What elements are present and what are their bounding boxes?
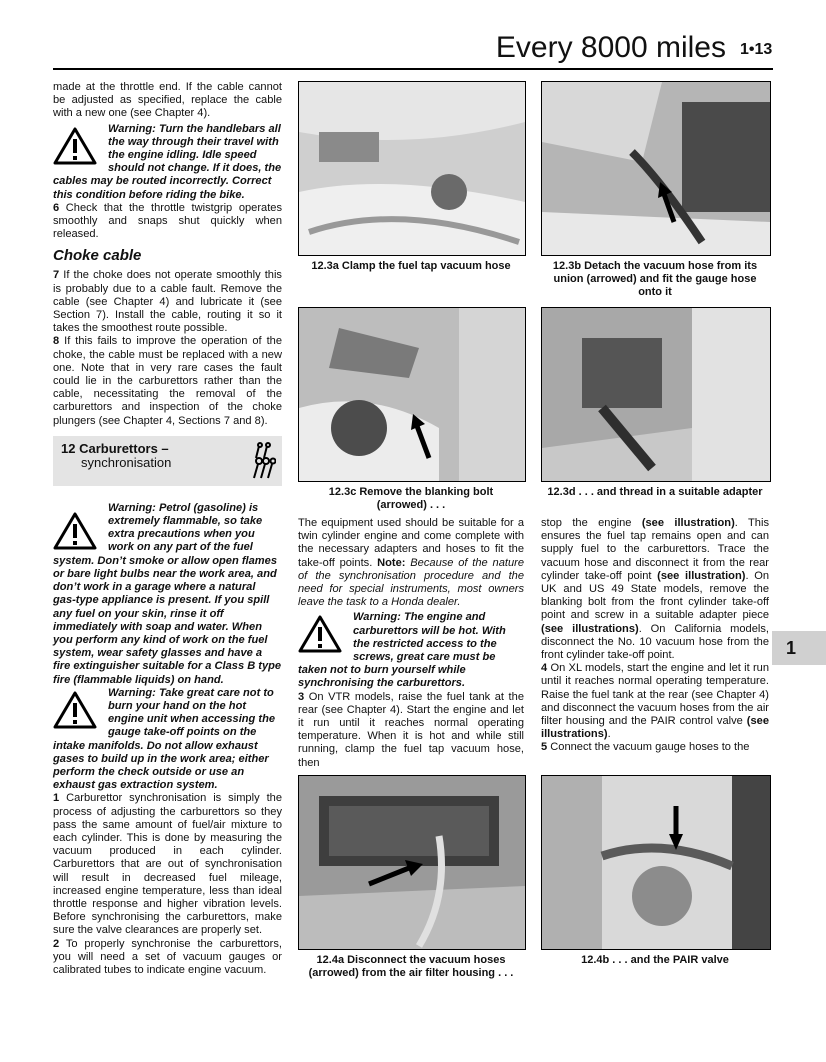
spanner-rating-icon (250, 442, 276, 480)
caption-12-4a: 12.4a Disconnect the vacuum hoses (arrowed) from the air filter housing . . . (308, 954, 514, 979)
section-heading-box (53, 436, 282, 486)
warning-line: the engine idling. Idle speed (108, 149, 257, 162)
step-1: 1 Carburettor synchronisation is simply the process of adjusting the carburettors so they pass the same amount of fuel/air mixture to each cylinder. This is done by measuring the vacuum produced in each cylinder. Carburettors that are out of synchronisation will result in decreased fuel mileage, increased engine temperature, less than ideal throttle response and higher vibration levels. Before synchronising the carburettors, make sure the valve clearances are properly set. (53, 792, 282, 937)
warning-line: Warning: Turn the handlebars all (108, 122, 281, 135)
warning-line: fire (flammable liquids) on hand. (53, 673, 224, 686)
warning-line: Warning: Take great care not to (108, 686, 274, 699)
paragraph-equipment: The equipment used should be suitable for a twin cylinder engine and come complete with the necessary adapters and hoses to fit the take-off points. Note: Because of the nature of the synchronisation procedure and the need for special instruments, most owners leave the task to a Honda dealer. (298, 517, 524, 609)
caption-12-3a: 12.3a Clamp the fuel tap vacuum hose (311, 260, 511, 272)
warning-triangle-icon (53, 691, 97, 729)
warning-line: gas-type appliance is present. If you spill (53, 594, 270, 607)
photo-12-3c (298, 307, 526, 482)
warning-line: don’t work in a garage where a natural (53, 581, 256, 594)
warning-triangle-icon (53, 127, 97, 165)
warning-line: this condition before riding the bike. (53, 188, 245, 201)
warning-triangle-icon (298, 615, 342, 653)
header-rule (53, 68, 773, 70)
photo-12-3d (541, 307, 771, 482)
warning-line: carburettors will be hot. With (353, 624, 506, 637)
page-header-title: Every 8000 miles (495, 31, 726, 64)
caption-12-3d: 12.3d . . . and thread in a suitable adapter (547, 486, 763, 498)
section-title: 12 Carburettors – (61, 440, 169, 456)
warning-line: should not change. If it does, the (108, 162, 282, 175)
warning-line: exhaust gas extraction system. (53, 779, 218, 792)
subheading-choke-cable: Choke cable (53, 247, 142, 265)
warning-throttle-cable (53, 123, 282, 202)
warning-line: cables may be routed incorrectly. Correct (53, 175, 272, 188)
warning-line: you perform any kind of work on the fuel (53, 633, 268, 646)
left-column (53, 81, 282, 977)
warning-line: or bare light bulbs near the work area, and (53, 567, 277, 580)
paragraph-continued: made at the throttle end. If the cable cannot be adjusted as specified, replace the cable with a new one (see Chapter 4). (53, 81, 282, 120)
step-3: 3 On VTR models, raise the fuel tank at the rear (see Chapter 4). Start the engine and let it run until it reaches normal operating temperature. When it is hot and while still running, clamp the fuel tap vacuum hose, then (298, 690, 524, 769)
warning-line: gases to build up in the work area; either (53, 752, 269, 765)
warning-line: synchronising the carburettors. (298, 677, 466, 690)
caption-12-4b: 12.4b . . . and the PAIR valve (581, 954, 729, 966)
step-4: 4 On XL models, start the engine and let it run until it reaches normal operating temperature. Raise the fuel tank at the rear (see Chapter 4) and disconnect the vacuum hoses from the air filter housing and the PAIR control valve (see illustrations). (541, 662, 769, 741)
page-number: 1•13 (740, 41, 773, 58)
warning-line: engine unit when accessing the (108, 713, 276, 726)
right-column (541, 517, 769, 755)
warning-line: any fuel on your skin, rinse it off (53, 607, 224, 620)
warning-line: Warning: The engine and (353, 611, 486, 624)
warning-line: Warning: Petrol (gasoline) is (108, 501, 259, 514)
warning-triangle-icon (53, 512, 97, 550)
caption-12-3c: 12.3c Remove the blanking bolt (arrowed) . . . (328, 486, 494, 511)
warning-line: immediately with soap and water. When (53, 620, 262, 633)
warning-petrol (53, 502, 282, 687)
warning-line: fire extinguisher suitable for a Class B type (53, 660, 282, 673)
warning-line: perform the check outside or use an (53, 765, 245, 778)
warning-line: system. Don’t smoke or allow open flames (53, 554, 277, 567)
section-subtitle: synchronisation (81, 454, 172, 470)
step-6: 6 Check that the throttle twistgrip operates smoothly and snaps shut quickly when released. (53, 201, 282, 241)
warning-line: gauge take-off points on the (108, 726, 257, 739)
paragraph-stop-engine: stop the engine (see illustration). This ensures the fuel tap remains open and can supply fuel to the carburettors. Trace the vacuum hose and disconnect it from the rear cylinder take-off point (see illustration). On UK and US 49 State models, remove the blanking bolt from the front cylinder take-off point and screw in a suitable adapter piece (see illustrations). On California models, disconnect the No. 10 vacuum hose from the front cylinder take-off point. (541, 517, 770, 662)
middle-column (298, 517, 524, 770)
caption-12-3b: 12.3b Detach the vacuum hose from its union (arrowed) and fit the gauge hose onto it (552, 260, 758, 298)
photo-12-4b (541, 775, 771, 950)
step-5: 5 Connect the vacuum gauge hoses to the (541, 741, 750, 754)
warning-line: the restricted access to the (353, 637, 497, 650)
chapter-tab: 1 (772, 631, 826, 665)
warning-line: intake manifolds. Do not allow exhaust (53, 739, 258, 752)
warning-line: extra precautions when you (108, 528, 255, 541)
warning-line: work on any part of the fuel (108, 541, 253, 554)
warning-line: the way through their travel with (108, 135, 279, 148)
step-8: 8 If this fails to improve the operation of the choke, the cable must be replaced with a new one. Note that in very rare cases the fault could lie in the carburettors rather than the cable, necessitating the removal of the carburettors and inspection of the choke plungers (see Chapter 4, Sections 7 and 8). (53, 335, 282, 427)
warning-line: burn your hand on the hot (108, 699, 247, 712)
warning-line: taken not to burn yourself while (298, 664, 466, 677)
warning-hot-engine (53, 687, 282, 793)
photo-12-3a (298, 81, 526, 256)
step-2: 2 To properly synchronise the carburettors, you will need a set of vacuum gauges or calibrated tubes to indicate engine vacuum. (53, 937, 282, 976)
photo-12-3b (541, 81, 771, 256)
warning-line: screws, great care must be (353, 651, 496, 664)
warning-line: system, wear safety glasses and have a (53, 647, 263, 660)
warning-line: extremely flammable, so take (108, 515, 263, 528)
warning-hot-carburettors (298, 611, 524, 690)
photo-12-4a (298, 775, 526, 950)
step-7: 7 If the choke does not operate smoothly this is probably due to a cable fault. Remove the cable (see Chapter 4) and lubricate it (see Section 7). Install the cable, routing it so it takes the smoothest route possible. (53, 269, 282, 335)
